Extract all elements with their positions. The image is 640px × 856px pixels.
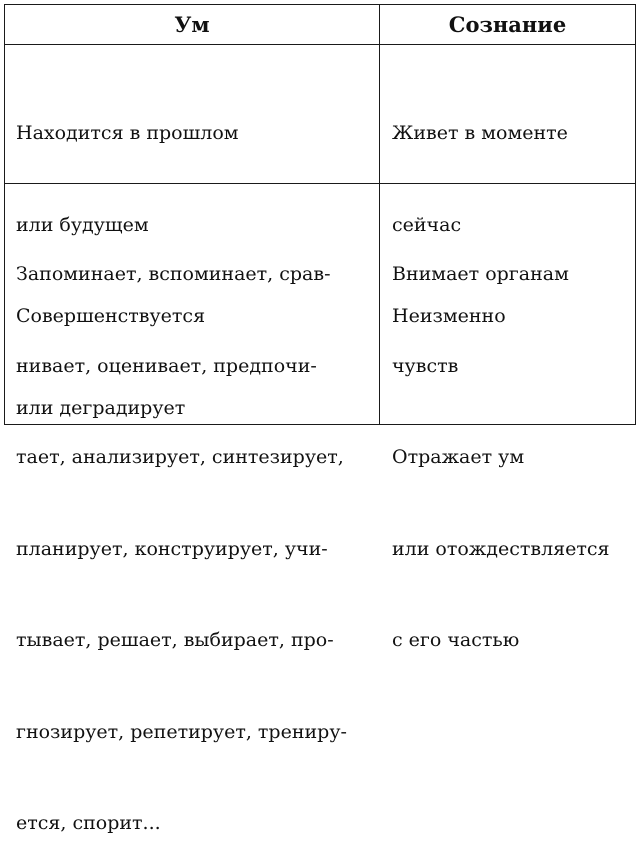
row2-mind-line: ется, спорит...	[16, 812, 161, 834]
row2-mind-cell	[16, 198, 347, 856]
row1-mind-line: или будущем	[16, 213, 149, 236]
row2-mind-line: гнозирует, репетирует, трениру-	[16, 720, 347, 743]
row2-consciousness-line: Отражает ум	[392, 446, 525, 468]
row2-consciousness-line: чувств	[392, 354, 459, 377]
row2-consciousness-cell	[392, 198, 610, 717]
row2-mind-line: тывает, решает, выбирает, про-	[16, 629, 334, 651]
row2-mind-line: нивает, оценивает, предпочи-	[16, 354, 317, 377]
header-consciousness: Сознание	[448, 12, 567, 37]
comparison-table	[4, 4, 636, 834]
column-divider	[379, 5, 380, 424]
header-divider	[5, 44, 635, 45]
row2-consciousness-line: или отождествляется	[392, 537, 610, 560]
header-mind: Ум	[174, 12, 210, 37]
row2-consciousness-line: с его частью	[392, 629, 520, 651]
row1-mind-line: или деградирует	[16, 396, 186, 419]
row1-consciousness-line: сейчас	[392, 213, 462, 236]
row1-consciousness-line: Неизменно	[392, 305, 506, 327]
row2-mind-line: планирует, конструирует, учи-	[16, 537, 328, 560]
row2-consciousness-line: Внимает органам	[392, 263, 569, 285]
row2-mind-line: Запоминает, вспоминает, срав-	[16, 263, 331, 285]
row1-mind-line: Находится в прошлом	[16, 122, 239, 144]
row1-mind-line: Совершенствуется	[16, 305, 206, 327]
row2-mind-line: тает, анализирует, синтезирует,	[16, 446, 344, 468]
row1-consciousness-line: Живет в моменте	[392, 122, 568, 144]
